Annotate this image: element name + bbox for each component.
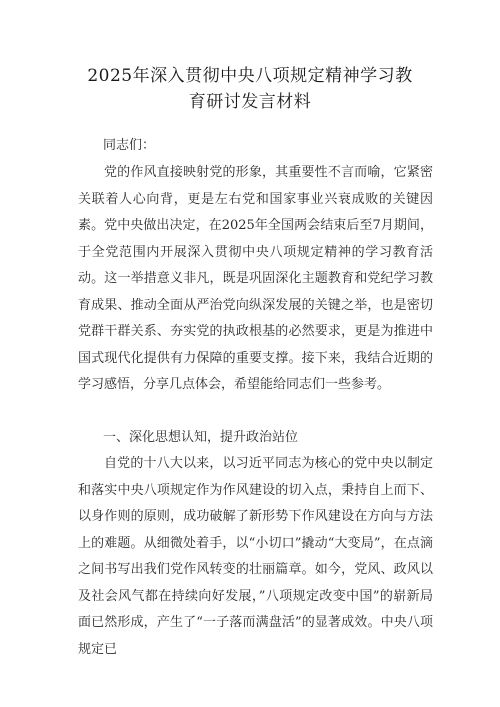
section-heading-1: 一、深化思想认知，提升政治站位 xyxy=(103,430,299,445)
paragraph-section-1: 自党的十八大以来，以习近平同志为核心的党中央以制定和落实中央八项规定作为作风建设的切入点，秉持自上而下、以身作则的原则，成功破解了新形势下作风建设在方向与方法上的难题。从细微处着手，以“小切口”撬动“大变局”，在点滴之间书写出我们党作风转变的壮丽篇章。如今，党风、政风以及社会风气都在持续向好发展，”八项规定改变中国”的崭新局面已然形成，产生了“一子落而满盘活”的显著成效。中央八项规定已 xyxy=(78,456,433,657)
paragraph-intro: 党的作风直接映射党的形象，其重要性不言而喻，它紧密关联着人心向背，更是左右党和国家事业兴衰成败的关键因素。党中央做出决定，在2025年全国两会结束后至7月期间，于全党范围内开展深入贯彻中央八项规定精神的学习教育活动。这一举措意义非凡，既是巩固深化主题教育和党纪学习教育成果、推动全面从严治党向纵深发展的关键之举，也是密切党群干群关系、夯实党的执政根基的必然要求，更是为推进中国式现代化提供有力保障的重要支撑。接下来，我结合近期的学习感悟，分享几点体会，希望能给同志们一些参考。 xyxy=(78,165,433,392)
document-title-line-1: 2025年深入贯彻中央八项规定精神学习教 xyxy=(87,66,413,86)
salutation: 同志们： xyxy=(103,138,156,153)
document-title-line-2: 育研讨发言材料 xyxy=(188,92,312,112)
